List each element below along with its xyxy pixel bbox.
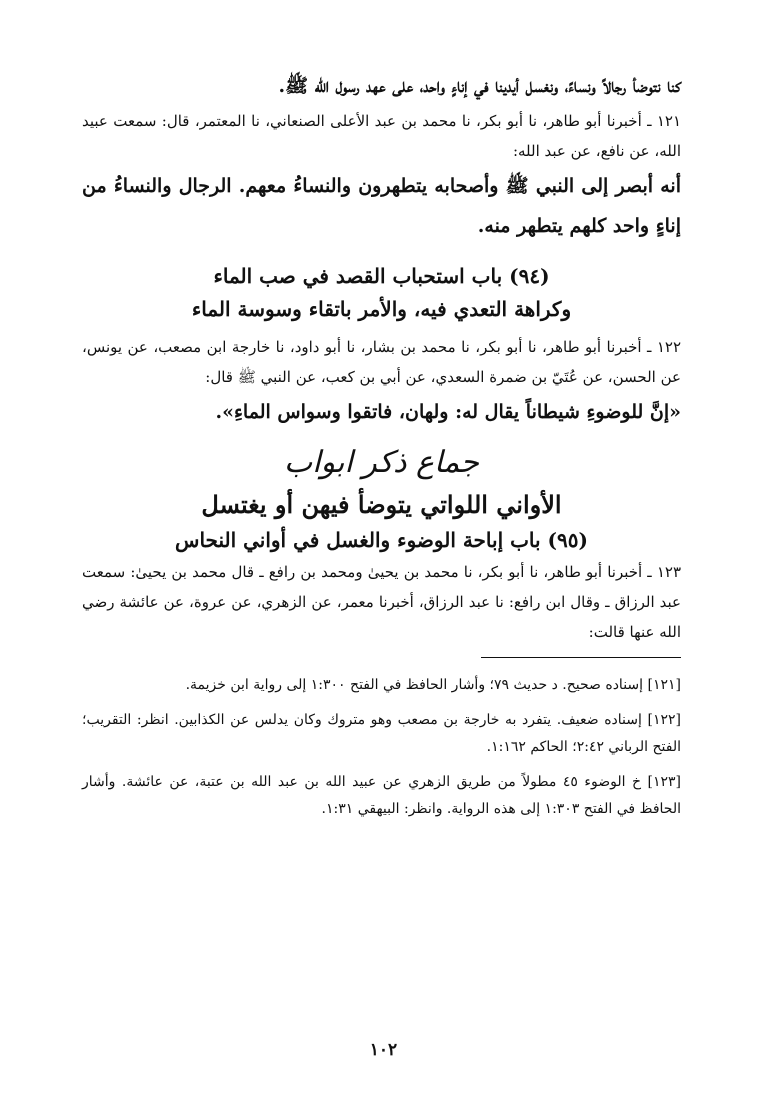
chapter-94-title-line1: (٩٤) باب استحباب القصد في صب الماء: [213, 264, 550, 288]
collection-calligraphy-heading: جماع ذكر ابواب: [284, 445, 479, 480]
hadith-123-isnad: ١٢٣ ـ أخبرنا أبو طاهر، نا أبو بكر، نا محمد بن يحيىٰ ومحمد بن رافع ـ قال محمد بن يحيىٰ: سمعت عبد الرزاق ـ وقال ابن رافع: نا عبد الرزاق، أخبرنا معمر، عن الزهري، عن عروة، عن عائشة رضي الله عنها قالت:: [82, 563, 681, 641]
hadith-121-matn: أنه أبصر إلى النبي ﷺ وأصحابه يتطهرون والنساءُ معهم. الرجال والنساءُ من إناءٍ واحد كلهم يتطهر منه.: [82, 175, 681, 237]
hadith-122-matn: «إنَّ للوضوءِ شيطاناً يقال له: ولهان، فاتقوا وسواس الماءِ».: [215, 401, 681, 423]
hadith-121-isnad: ١٢١ ـ أخبرنا أبو طاهر، نا أبو بكر، نا محمد بن عبد الأعلى الصنعاني، نا المعتمر، قال: سمعت عبيد الله، عن نافع، عن عبد الله:: [82, 112, 681, 160]
footnote-text: خ الوضوء ٤٥ مطولاً من طريق الزهري عن عبيد الله بن عبد الله بن عتبة، عن عائشة. وأشار الحافظ في الفتح ١:٣٠٣ إلى هذه الرواية. وانظر: البيهقي ١:٣١.: [82, 774, 681, 817]
footnote-123: [82, 769, 681, 823]
hadith-120-matn: كنا نتوضأ رجالاً ونساءً، ونغسل أيدينا في إناءٍ واحد، على عهد رسول الله ﷺ.: [278, 75, 681, 97]
chapter-94-title-line2: وكراهة التعدي فيه، والأمر باتقاء وسوسة الماء: [191, 297, 572, 321]
footnote-number: [١٢٣]: [647, 774, 682, 790]
footnote-number: [١٢٢]: [647, 712, 681, 728]
footnote-divider: [481, 657, 681, 658]
chapter-95-title: (٩٥) باب إباحة الوضوء والغسل في أواني النحاس: [175, 528, 588, 552]
hadith-122: [82, 332, 681, 432]
footnotes: [82, 672, 681, 823]
collection-title: الأواني اللواتي يتوضأ فيهن أو يغتسل: [201, 490, 562, 519]
footnote-122: [82, 707, 681, 761]
footnote-text: إسناده ضعيف. يتفرد به خارجة بن مصعب وهو متروك وكان يدلس عن الكذابين. انظر: التقريب؛ الفتح الرباني ٢:٤٢؛ الحاكم ١:١٦٢.: [82, 712, 681, 755]
hadith-121: [82, 106, 681, 246]
footnote-number: [١٢١]: [647, 677, 681, 693]
chapter-94-heading: [82, 260, 681, 326]
hadith-122-isnad: ١٢٢ ـ أخبرنا أبو طاهر، نا أبو بكر، نا محمد بن بشار، نا أبو داود، نا خارجة ابن مصعب، عن يونس، عن الحسن، عن عُتَيّ بن ضمرة السعدي، عن أبي بن كعب، عن النبي ﷺ قال:: [82, 338, 681, 386]
footnote-text: إسناده صحيح. د حديث ٧٩؛ وأشار الحافظ في الفتح ١:٣٠٠ إلى رواية ابن خزيمة.: [185, 677, 644, 693]
footnote-121: [82, 672, 681, 699]
page-number: ١٠٢: [369, 1040, 398, 1060]
hadith-123: [82, 557, 681, 647]
